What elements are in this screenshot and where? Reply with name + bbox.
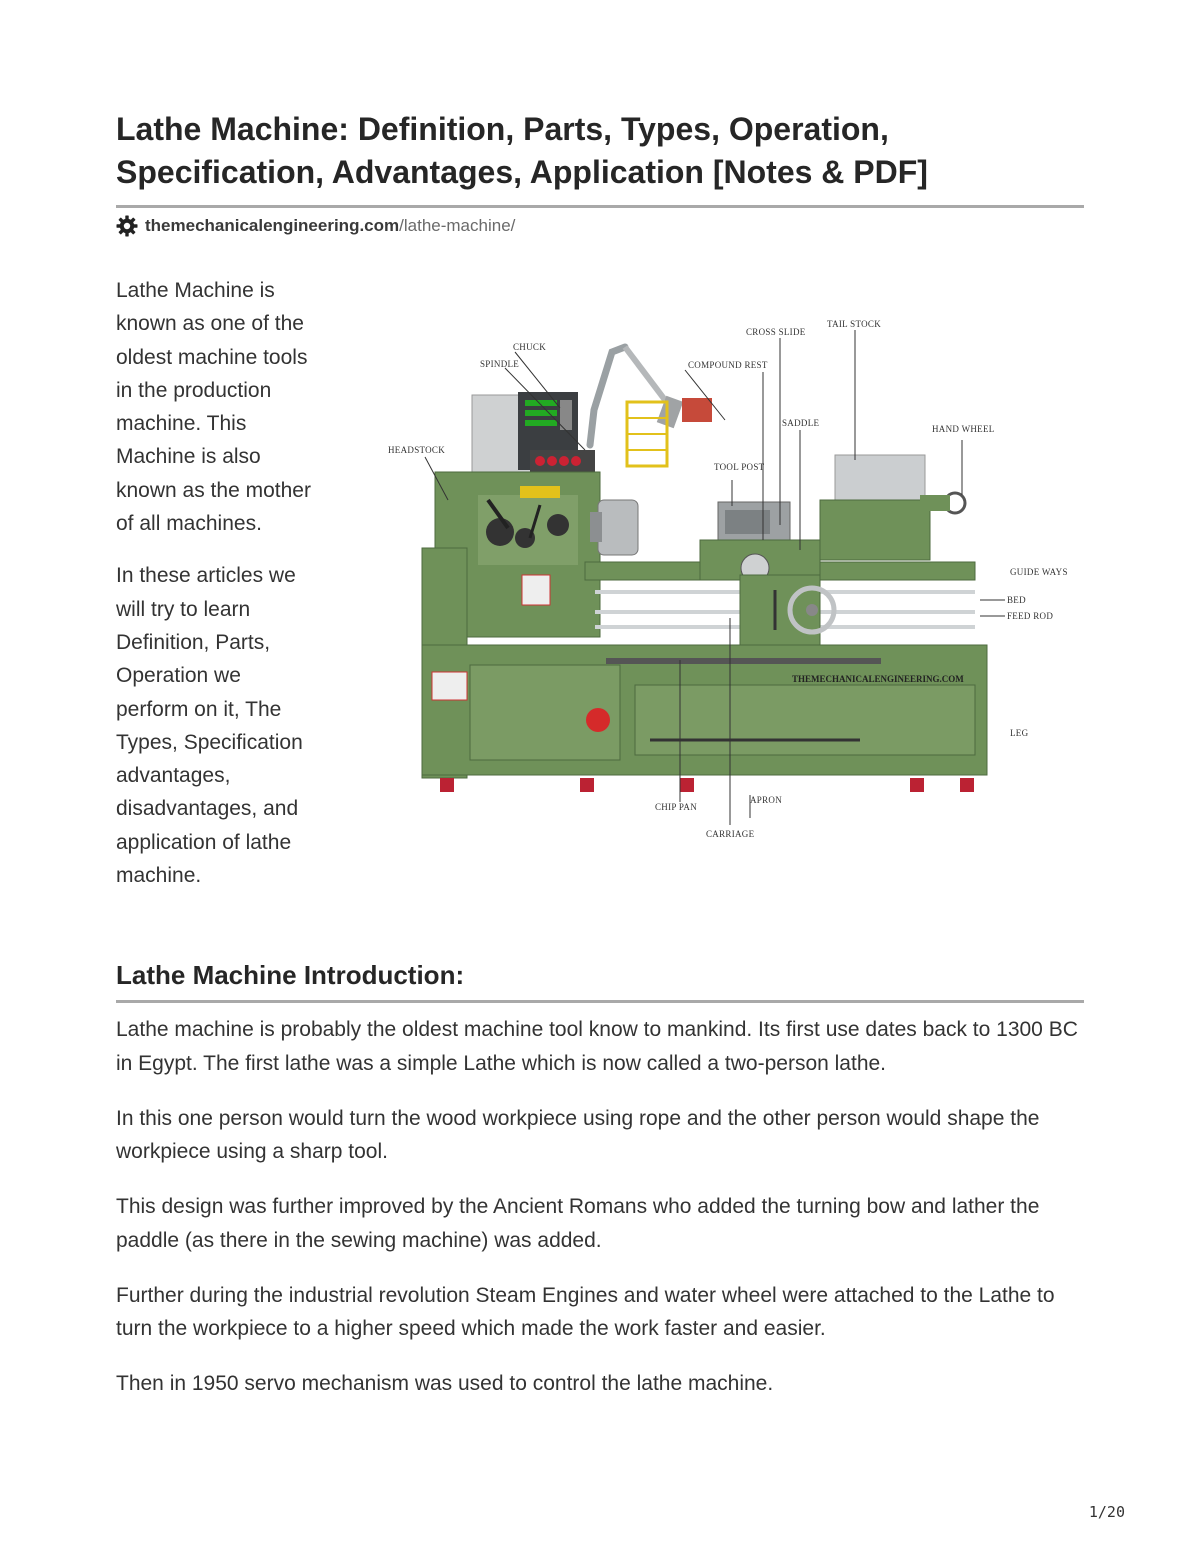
- source-line: [116, 215, 515, 237]
- gear-icon: [116, 215, 138, 237]
- label-leg: LEG: [1010, 728, 1029, 738]
- section-divider: [116, 1000, 1084, 1003]
- intro-paragraph-text: In these articles we will try to learn Definition, Parts, Operation we perform on it, The Types, Specification advantages, disadvantages, and application of lathe machine.: [116, 564, 303, 888]
- label-watermark: THEMECHANICALENGINEERING.COM: [792, 674, 964, 684]
- title-divider: [116, 205, 1084, 208]
- label-chuck: CHUCK: [513, 342, 547, 352]
- label-tail-stock: TAIL STOCK: [827, 319, 882, 329]
- label-apron: APRON: [750, 795, 783, 805]
- intro-paragraph: Lathe Machine is known as one of the oldest machine tools in the production machine. This Machine is also known as the mother of all machines.: [116, 279, 311, 536]
- body-paragraph: Further during the industrial revolution Steam Engines and water wheel were attached to the Lathe to turn the workpiece to a higher speed which made the work faster and easier.: [116, 1283, 1055, 1340]
- body-paragraph: Then in 1950 servo mechanism was used to control the lathe machine.: [116, 1372, 774, 1395]
- label-cross-slide: CROSS SLIDE: [746, 327, 806, 337]
- label-carriage: CARRIAGE: [706, 829, 755, 839]
- label-tool-post: TOOL POST: [714, 462, 765, 472]
- label-saddle: SADDLE: [782, 418, 820, 428]
- source-path-link[interactable]: /lathe-machine/: [399, 216, 516, 235]
- label-bed: BED: [1007, 595, 1026, 605]
- source-domain-link[interactable]: themechanicalengineering.com: [145, 216, 400, 235]
- body-paragraph: In this one person would turn the wood workpiece using rope and the other person would shape the workpiece using a sharp tool.: [116, 1106, 1040, 1163]
- intro-paragraph: [116, 559, 316, 892]
- label-headstock: HEADSTOCK: [388, 445, 446, 455]
- body-paragraph: Lathe machine is probably the oldest machine tool know to mankind. Its first use dates back to 1300 BC in Egypt. The first lathe was a simple Lathe which is now called a two-person lathe.: [116, 1018, 1078, 1075]
- label-feed-rod: FEED ROD: [1007, 611, 1054, 621]
- section-heading: Lathe Machine Introduction:: [116, 960, 465, 990]
- page-title: Lathe Machine: Definition, Parts, Types, Operation, Specification, Advantages, Application [Notes & PDF]: [116, 111, 928, 190]
- label-compound-rest: COMPOUND REST: [688, 360, 768, 370]
- label-hand-wheel: HAND WHEEL: [932, 424, 995, 434]
- lathe-machine-figure: [380, 300, 1090, 860]
- section-body: [116, 1013, 1084, 1422]
- label-spindle: SPINDLE: [480, 359, 520, 369]
- label-guide-ways: GUIDE WAYS: [1010, 567, 1068, 577]
- body-paragraph: This design was further improved by the Ancient Romans who added the turning bow and lather the paddle (as there in the sewing machine) was added.: [116, 1195, 1040, 1252]
- page-number: 1/20: [1088, 1503, 1125, 1521]
- label-chip-pan: CHIP PAN: [655, 802, 697, 812]
